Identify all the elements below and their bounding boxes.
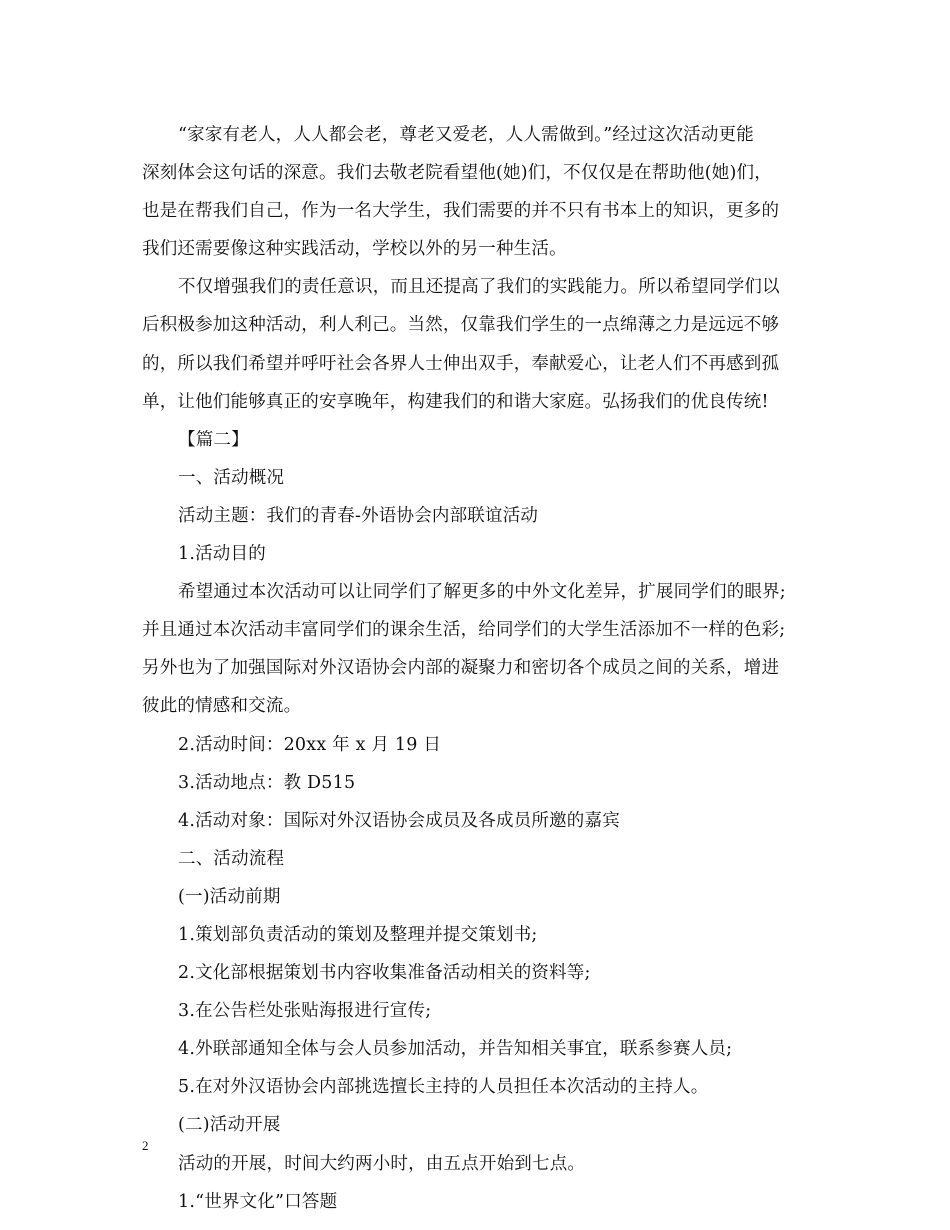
list-item: 3.活动地点：教 D515: [178, 772, 356, 793]
list-item: 3.在公告栏处张贴海报进行宣传;: [178, 1001, 432, 1022]
section-heading: 二、活动流程: [178, 848, 285, 869]
page-number: 2: [142, 1138, 149, 1153]
list-item: 2.文化部根据策划书内容收集准备活动相关的资料等;: [178, 963, 591, 984]
section-heading: 一、活动概况: [178, 467, 285, 488]
paragraph-line: “家家有老人，人人都会老，尊老又爱老，人人需做到。”经过这次活动更能: [178, 125, 754, 145]
section-heading: 【篇二】: [178, 429, 249, 450]
paragraph-line: 另外也为了加强国际对外汉语协会内部的凝聚力和密切各个成员之间的关系，增进: [142, 658, 780, 679]
paragraph-line: 活动主题：我们的青春-外语协会内部联谊活动: [178, 505, 539, 526]
subheading: (二)活动开展: [178, 1115, 281, 1136]
paragraph-line: 的，所以我们希望并呼吁社会各界人士伸出双手，奉献爱心，让老人们不再感到孤: [142, 353, 780, 374]
list-item: 1.“世界文化”口答题: [178, 1191, 338, 1212]
paragraph-line: 我们还需要像这种实践活动，学校以外的另一种生活。: [142, 239, 567, 260]
list-item: 2.活动时间：20xx 年 x 月 19 日: [178, 734, 442, 755]
paragraph-line: 深刻体会这句话的深意。我们去敬老院看望他(她)们，不仅仅是在帮助他(她)们，: [142, 163, 772, 184]
paragraph-line: 活动的开展，时间大约两小时，由五点开始到七点。: [178, 1153, 586, 1174]
paragraph-line: 并且通过本次活动丰富同学们的课余生活，给同学们的大学生活添加不一样的色彩;: [142, 620, 786, 641]
paragraph-line: 不仅增强我们的责任意识，而且还提高了我们的实践能力。所以希望同学们以: [178, 277, 780, 298]
list-item: 5.在对外汉语协会内部挑选擅长主持的人员担任本次活动的主持人。: [178, 1077, 709, 1098]
paragraph-line: 彼此的情感和交流。: [142, 696, 302, 717]
list-item: 4.活动对象：国际对外汉语协会成员及各成员所邀的嘉宾: [178, 810, 620, 831]
document-body: [142, 116, 812, 1221]
paragraph-line: 也是在帮我们自己，作为一名大学生，我们需要的并不只有书本上的知识，更多的: [142, 201, 780, 222]
paragraph-line: 单，让他们能够真正的安享晚年，构建我们的和谐大家庭。弘扬我们的优良传统!: [142, 391, 769, 412]
paragraph-line: 希望通过本次活动可以让同学们了解更多的中外文化差异，扩展同学们的眼界;: [178, 582, 786, 603]
list-item: 4.外联部通知全体与会人员参加活动，并告知相关事宜，联系参赛人员;: [178, 1039, 733, 1060]
subheading: (一)活动前期: [178, 886, 281, 907]
subheading: 1.活动目的: [178, 544, 266, 565]
paragraph-line: 后积极参加这种活动，利人利己。当然，仅靠我们学生的一点绵薄之力是远远不够: [142, 315, 780, 336]
list-item: 1.策划部负责活动的策划及整理并提交策划书;: [178, 924, 538, 945]
